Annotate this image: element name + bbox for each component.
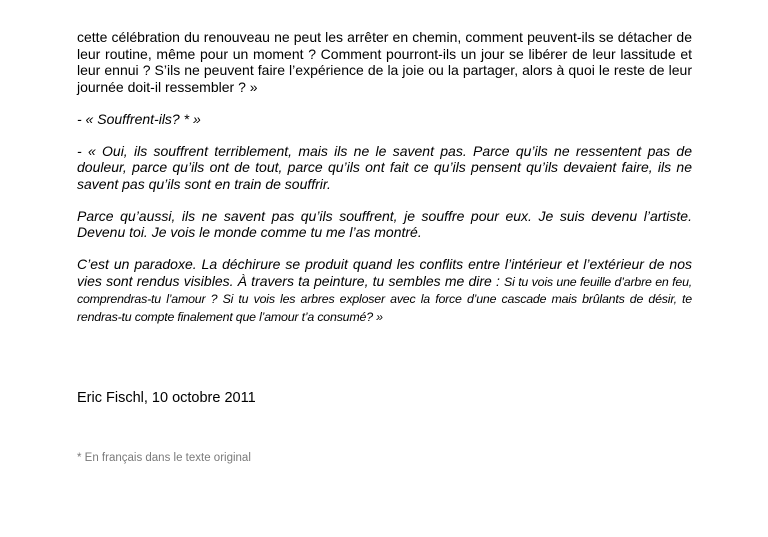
paragraph-answer: - « Oui, ils souffrent terriblement, mais ils ne le savent pas. Parce qu’ils ne ressentent pas de douleur, parce qu’ils ont de tout, parce qu’ils ont fait ce qu’ils pensent qu’ils devaient faire, ils ne savent pas qu’ils sont en train de souffrir. <box>77 142 692 192</box>
paragraph-intro: cette célébration du renouveau ne peut les arrêter en chemin, comment peuvent-ils se détacher de leur routine, même pour un moment ? Comment pourront-ils un jour se libérer de leur lassitude et leur ennui ? S’ils ne peuvent faire l’expérience de la joie ou la partager, alors à quoi le reste de leur journée doit-il ressembler ? » <box>77 29 692 96</box>
paragraph-question: - « Souffrent-ils? * » <box>77 110 201 127</box>
paradox-quote-text: Si tu vois une feuille d’arbre en feu, comprendras-tu l’amour ? Si tu vois les arbres exploser avec la force d’une cascade mais brûlants de désir, te rendras-tu compte finalement que l’amour t’a consumé? » <box>77 274 693 325</box>
signature: Eric Fischl, 10 octobre 2011 <box>77 390 256 406</box>
paragraph-artist: Parce qu’aussi, ils ne savent pas qu’ils souffrent, je souffre pour eux. Je suis devenu l’artiste. Devenu toi. Je vois le monde comme tu me l’as montré. <box>77 207 692 241</box>
body-text <box>77 29 692 326</box>
paragraph-paradox <box>77 256 692 326</box>
paradox-main-text: C’est un paradoxe. La déchirure se produit quand les conflits entre l’intérieur et l’extérieur de nos vies sont rendus visibles. À travers ta peinture, tu sembles me dire : <box>77 256 692 289</box>
footnote: * En français dans le texte original <box>77 452 251 464</box>
